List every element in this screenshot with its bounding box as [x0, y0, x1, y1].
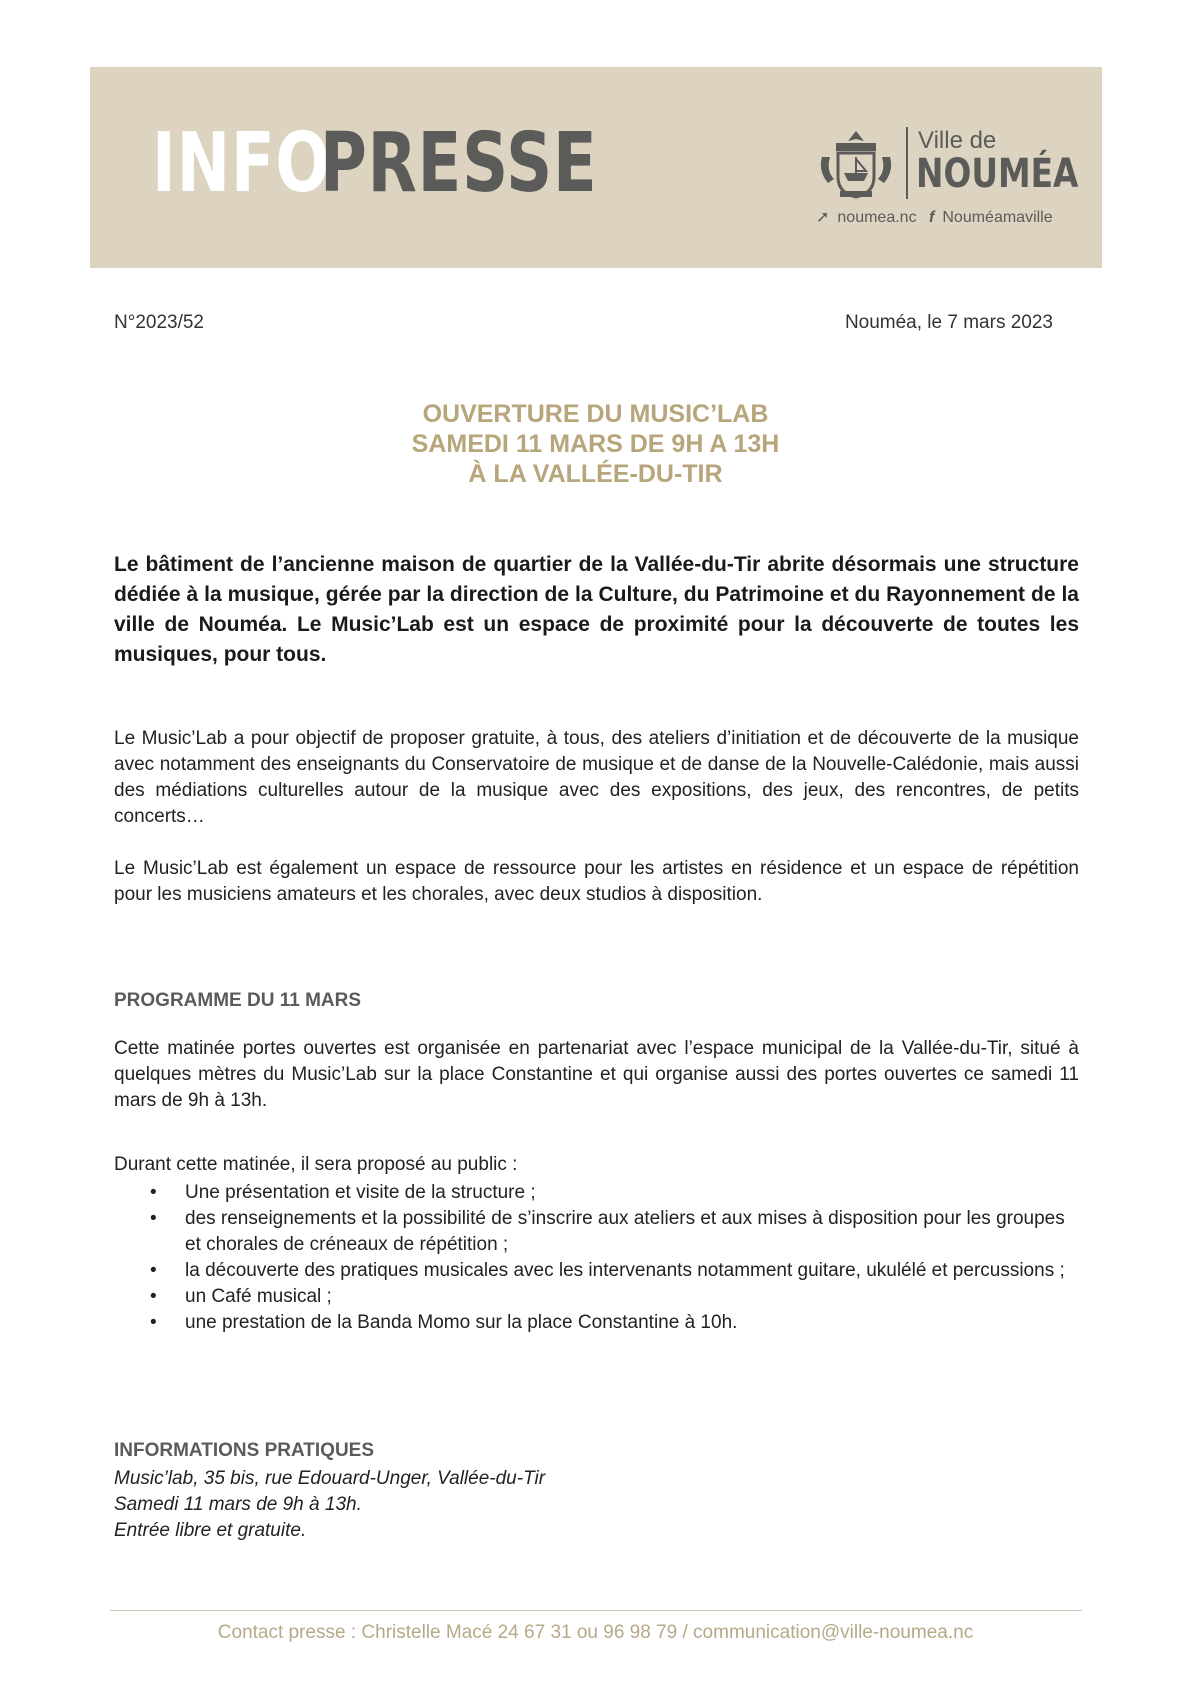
logo-presse-text: PRESSE	[320, 116, 598, 211]
programme-list	[114, 1180, 1079, 1336]
bullet-icon: •	[150, 1286, 157, 1307]
city-crest-icon	[816, 127, 896, 201]
list-item: • la découverte des pratiques musicales avec les intervenants notamment guitare, ukulélé et percussions ;	[114, 1258, 1079, 1284]
list-item: • un Café musical ;	[114, 1284, 1079, 1310]
title-line-1: OUVERTURE DU MUSIC’LAB	[422, 400, 769, 428]
header-banner	[90, 67, 1102, 268]
list-item: • des renseignements et la possibilité de s’inscrire aux ateliers et aux mises à disposition pour les groupes et chorales de créneaux de répétition ;	[150, 1208, 1065, 1255]
info-entry: Entrée libre et gratuite.	[114, 1520, 307, 1541]
website-link[interactable]: noumea.nc	[837, 209, 917, 226]
bullet-icon: •	[150, 1208, 157, 1229]
bullet-icon: •	[150, 1260, 157, 1281]
city-name-big: NOUMÉA	[916, 151, 1079, 197]
facebook-link[interactable]: Nouméamaville	[942, 209, 1053, 226]
programme-heading: PROGRAMME DU 11 MARS	[114, 990, 362, 1011]
title-line-3: À LA VALLÉE-DU-TIR	[468, 460, 723, 488]
press-number: N°2023/52	[114, 312, 204, 333]
city-logo	[816, 123, 1079, 226]
page-title	[0, 399, 1191, 489]
city-links	[816, 207, 1061, 227]
info-heading: INFORMATIONS PRATIQUES	[114, 1440, 375, 1461]
bullet-icon: •	[150, 1182, 157, 1203]
programme-paragraph-2: Durant cette matinée, il sera proposé au public :	[114, 1154, 518, 1175]
info-address: Music’lab, 35 bis, rue Edouard-Unger, Vallée-du-Tir	[114, 1468, 546, 1489]
body-paragraph-2: Le Music’Lab est également un espace de ressource pour les artistes en résidence et un espace de répétition pour les musiciens amateurs et les chorales, avec deux studios à disposition.	[114, 858, 1079, 905]
press-date: Nouméa, le 7 mars 2023	[844, 312, 1053, 333]
list-item: • une prestation de la Banda Momo sur la place Constantine à 10h.	[114, 1310, 1079, 1336]
city-logo-separator	[906, 127, 908, 199]
footer-divider	[110, 1610, 1082, 1611]
facebook-icon: f	[929, 209, 935, 226]
info-schedule: Samedi 11 mars de 9h à 13h.	[114, 1494, 362, 1515]
arrow-icon: ➚	[816, 209, 830, 226]
bullet-icon: •	[150, 1312, 157, 1333]
intro-paragraph: Le bâtiment de l’ancienne maison de quartier de la Vallée-du-Tir abrite désormais une structure dédiée à la musique, gérée par la direction de la Culture, du Patrimoine et du Rayonnement de la ville de Nouméa. Le Music’Lab est un espace de proximité pour la découverte de toutes les musiques, pour tous.	[114, 553, 1079, 666]
body-paragraph-1: Le Music’Lab a pour objectif de proposer gratuite, à tous, des ateliers d’initiation et de découverte de la musique avec notamment des enseignants du Conservatoire de musique et de danse de la Nouvelle-Calédonie, mais aussi des médiations culturelles autour de la musique avec des expositions, des jeux, des rencontres, de petits concerts…	[114, 728, 1079, 827]
programme-paragraph-1: Cette matinée portes ouvertes est organisée en partenariat avec l’espace municipal de la Vallée-du-Tir, situé à quelques mètres du Music’Lab sur la place Constantine et qui organise aussi des portes ouvertes ce samedi 11 mars de 9h à 13h.	[114, 1038, 1079, 1111]
logo-info-text: INFO	[152, 116, 331, 211]
list-item: • Une présentation et visite de la structure ;	[114, 1180, 1079, 1206]
info-block	[114, 1466, 545, 1544]
title-line-2: SAMEDI 11 MARS DE 9H A 13H	[411, 430, 780, 458]
city-name-small: Ville de	[918, 127, 997, 154]
footer-contact: Contact presse : Christelle Macé 24 67 31 ou 96 98 79 / communication@ville-noumea.nc	[217, 1622, 974, 1643]
